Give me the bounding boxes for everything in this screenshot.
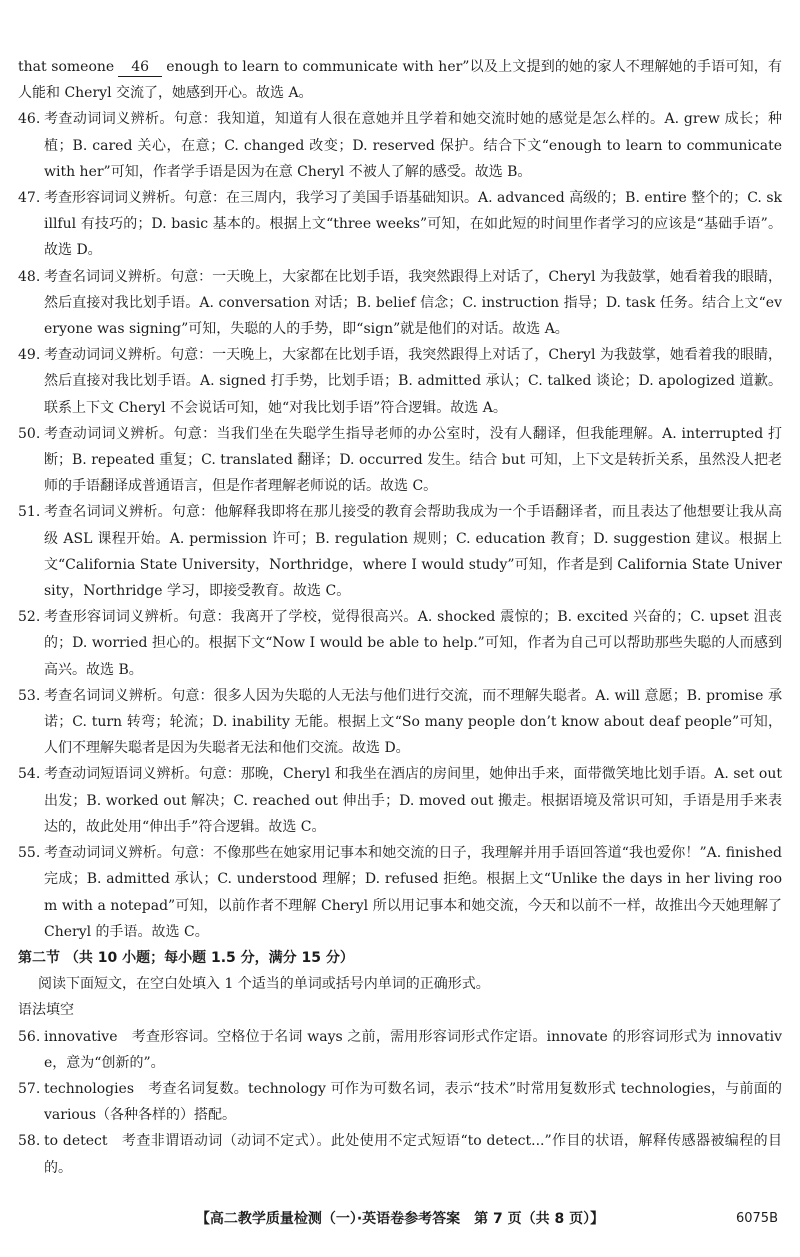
item-number: 48. (18, 268, 41, 285)
item-text: 考查动词词义辨析。句意：不像那些在她家用记事本和她交流的日子，我理解并用手语回答道“我也爱你！”A. finished 完成；B. admitted 承认；C. understood 理解；D. refused 拒绝。根据上文“Unlike the days in her living room with a notepad”可知，以前作者不理解 Cheryl 所以用记事本和她交流，今天和以前不一样，故推出今天她理解了 Cheryl 的手语。故选 C。 (44, 845, 782, 940)
answer-word: technologies (44, 1080, 135, 1097)
section-heading: 第二节 （共 10 小题；每小题 1.5 分，满分 15 分） (18, 949, 354, 966)
item-text (44, 1024, 782, 1076)
answer-explanation: 考查非谓语动词（动词不定式）。此处使用不定式短语“to detect...”作目的状语，解释传感器被编程的目的。 (44, 1133, 782, 1176)
explanation-list (18, 106, 782, 945)
item-text: 考查形容词词义辨析。句意：我离开了学校，觉得很高兴。A. shocked 震惊的；B. excited 兴奋的；C. upset 沮丧的；D. worried 担心的。根据下文“Now I would be able to help.”可知，作者为自己可以帮助那些失聪的人而感到高兴。故选 B。 (44, 609, 782, 678)
page-footer (0, 1204, 800, 1234)
opening-pre: that someone (18, 59, 115, 75)
item-number: 52. (18, 609, 41, 626)
item-number: 47. (18, 190, 41, 207)
item-text: 考查名词词义辨析。句意：一天晚上，大家都在比划手语，我突然跟得上对话了，Cheryl 为我鼓掌，她看着我的眼睛，然后直接对我比划手语。A. conversation 对话；B. belief 信念；C. instruction 指导；D. task 任务。结合上文“everyone was signing”可知，失聪的人的手势，即“sign”就是他们的对话。故选 A。 (44, 268, 782, 338)
item-number: 56. (18, 1028, 41, 1045)
section-subheading: 语法填空 (18, 1002, 74, 1019)
explanation-item-50 (18, 421, 782, 500)
item-number: 51. (18, 504, 41, 521)
item-text: 考查名词词义辨析。句意：他解释我即将在那儿接受的教育会帮助我成为一个手语翻译者，而且表达了他想要让我从高级 ASL 课程开始。A. permission 许可；B. regulation 规则；C. education 教育；D. suggestion 建议。根据上文“California State University，Northridge，where I would study”可知，作者是到 California State University，Northridge 学习，即接受教育。故选 C。 (44, 504, 782, 600)
item-text: 考查动词词义辨析。句意：我知道，知道有人很在意她并且学着和她交流时她的感觉是怎么样的。A. grew 成长；种植；B. cared 关心，在意；C. changed 改变；D. reserved 保护。结合下文“enough to learn to communicate with her”可知，作者学手语是因为在意 Cheryl 不被人了解的感受。故选 B。 (44, 111, 782, 180)
item-number: 55. (18, 845, 41, 862)
explanation-item-46 (18, 106, 782, 185)
answer-explanation: 考查名词复数。technology 可作为可数名词，表示“技术”时常用复数形式 technologies，与前面的 various（各种各样的）搭配。 (44, 1080, 782, 1124)
explanation-item-49 (18, 342, 782, 421)
answer-word: to detect (44, 1133, 108, 1150)
opening-paragraph (18, 54, 782, 106)
item-number: 53. (18, 687, 41, 704)
item-number: 54. (18, 766, 41, 783)
item-number: 50. (18, 425, 41, 442)
blank-46: 46 (118, 59, 162, 77)
footer-code: 6075B (735, 1211, 778, 1226)
page-content (18, 54, 782, 1181)
item-text: 考查动词短语词义辨析。句意：那晚，Cheryl 和我坐在酒店的房间里，她伸出手来，面带微笑地比划手语。A. set out 出发；B. worked out 解决；C. reached out 伸出手；D. moved out 搬走。根据语境及常识可知，手语是用手来表达的，故此处用“伸出手”符合逻辑。故选 C。 (44, 766, 782, 835)
grammar-answer-list (18, 1024, 782, 1181)
grammar-item-57 (18, 1076, 782, 1128)
answer-word: innovative (44, 1028, 118, 1045)
item-number: 46. (18, 111, 41, 128)
grammar-item-58 (18, 1128, 782, 1180)
item-text: 考查形容词词义辨析。句意：在三周内，我学习了美国手语基础知识。A. advanced 高级的；B. entire 整个的；C. skillful 有技巧的；D. basic 基本的。根据上文“three weeks”可知，在如此短的时间里作者学习的应该是“基础手语”。故选 D。 (44, 190, 782, 259)
explanation-item-55 (18, 840, 782, 945)
explanation-item-48 (18, 264, 782, 343)
grammar-item-56 (18, 1024, 782, 1076)
opening-post: enough to learn to communicate with her”以及上文提到的她的家人不理解她的手语可知，有人能和 Cheryl 交流了，她感到开心。故选 A。 (18, 59, 782, 102)
explanation-item-47 (18, 185, 782, 264)
explanation-item-54 (18, 761, 782, 840)
item-text (44, 1128, 782, 1180)
item-text: 考查名词词义辨析。句意：很多人因为失聪的人无法与他们进行交流，而不理解失聪者。A. will 意愿；B. promise 承诺；C. turn 转弯；轮流；D. inability 无能。根据上文“So many people don’t know about deaf people”可知，人们不理解失聪者是因为失聪者无法和他们交流。故选 D。 (44, 687, 782, 757)
item-text: 考查动词词义辨析。句意：当我们坐在失聪学生指导老师的办公室时，没有人翻译，但我能理解。A. interrupted 打断；B. repeated 重复；C. translated 翻译；D. occurred 发生。结合 but 可知，上下文是转折关系，虽然没人把老师的手语翻译成普通语言，但是作者理解老师说的话。故选 C。 (44, 425, 782, 495)
answer-explanation: 考查形容词。空格位于名词 ways 之前，需用形容词形式作定语。innovate 的形容词形式为 innovative，意为“创新的”。 (44, 1028, 782, 1071)
explanation-item-53 (18, 683, 782, 762)
item-number: 49. (18, 347, 41, 364)
explanation-item-52 (18, 604, 782, 683)
item-number: 58. (18, 1133, 41, 1150)
explanation-item-51 (18, 499, 782, 604)
section-instructions: 阅读下面短文，在空白处填入 1 个适当的单词或括号内单词的正确形式。 (38, 976, 490, 993)
item-text (44, 1076, 782, 1128)
item-text: 考查动词词义辨析。句意：一天晚上，大家都在比划手语，我突然跟得上对话了，Cheryl 为我鼓掌，她看着我的眼睛，然后直接对我比划手语。A. signed 打手势，比划手语；B. admitted 承认；C. talked 谈论；D. apologized 道歉。联系上下文 Cheryl 不会说话可知，她“对我比划手语”符合逻辑。故选 A。 (44, 347, 782, 416)
footer-title: 【高二教学质量检测（一）·英语卷参考答案 第 7 页（共 8 页）】 (195, 1211, 605, 1227)
item-number: 57. (18, 1080, 41, 1097)
